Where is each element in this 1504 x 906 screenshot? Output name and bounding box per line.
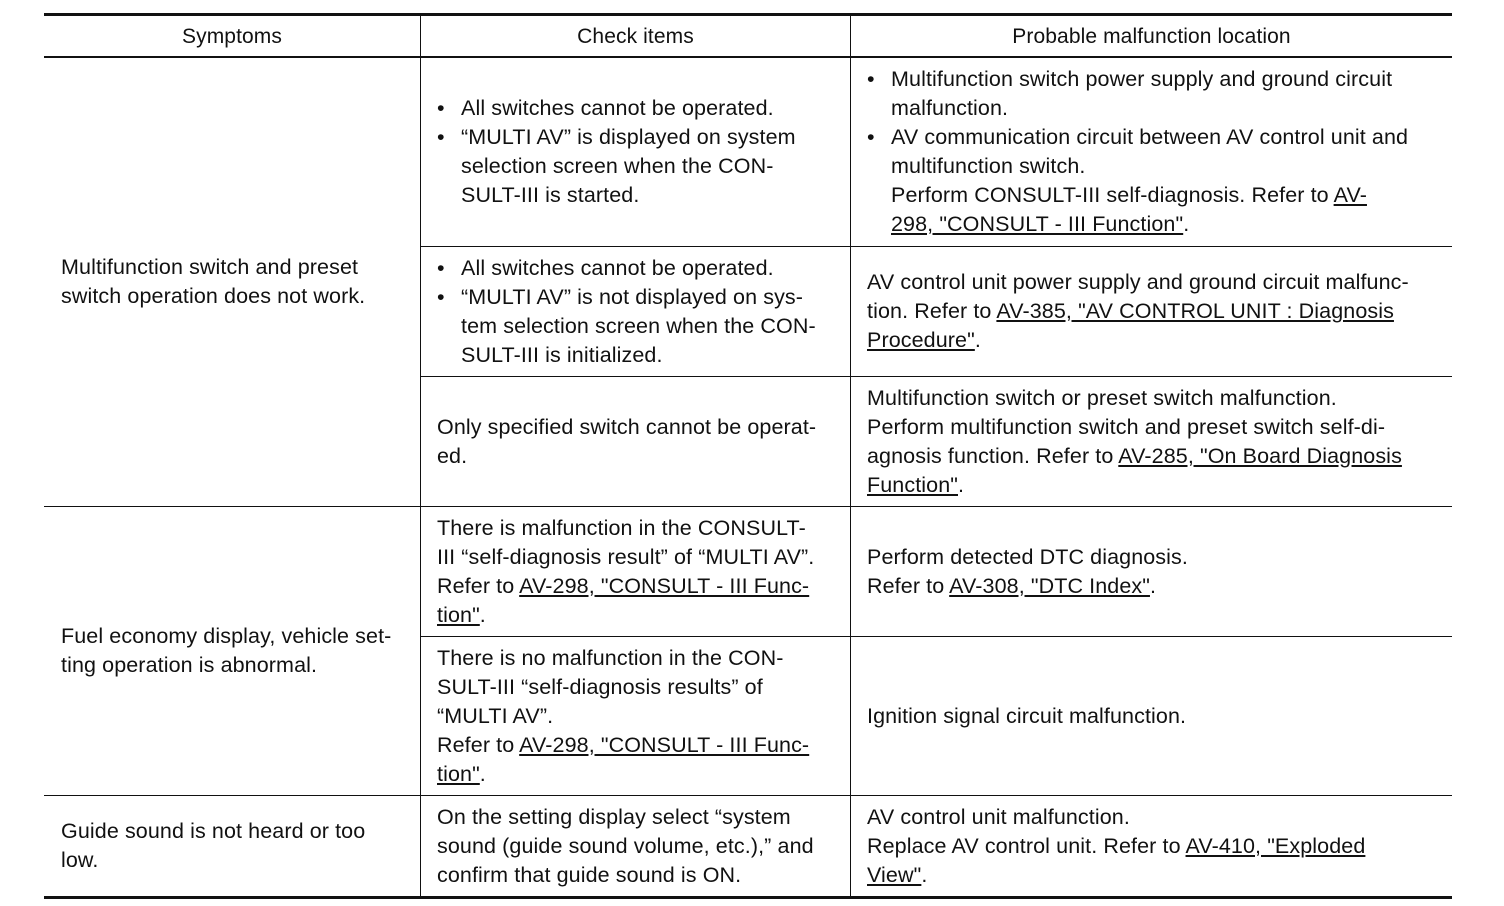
check-text-line: All switches cannot be operated. <box>461 255 774 280</box>
check-text-line: III “self-diagnosis result” of “MULTI AV”. <box>437 544 815 569</box>
reference-link-av298-cont[interactable]: 298, "CONSULT - III Function" <box>891 212 1184 236</box>
probable-text-line <box>867 297 1448 326</box>
check-text-line <box>437 572 846 601</box>
header-check-items <box>421 16 850 56</box>
bullet-mark: • <box>867 67 875 91</box>
probable-cell <box>851 58 1452 246</box>
check-bullet-item <box>437 94 846 123</box>
reference-link-av285[interactable]: AV-285, "On Board Diagnosis <box>1118 443 1402 468</box>
check-text-line: tem selection screen when the CON- <box>461 313 816 338</box>
text-segment: tion. Refer to <box>867 299 997 323</box>
text-segment: . <box>1183 212 1190 236</box>
probable-text-line: Multifunction switch or preset switch malfunction. <box>867 385 1337 410</box>
check-text-line: SULT-III “self-diagnosis results” of <box>437 674 763 699</box>
check-bullet-item <box>437 254 846 283</box>
probable-text-line <box>867 326 1448 355</box>
bullet-mark: • <box>437 284 445 309</box>
check-text-line: SULT-III is initialized. <box>461 342 663 367</box>
probable-bullet-item <box>867 123 1448 239</box>
text-segment: . <box>958 472 965 497</box>
probable-cell <box>851 637 1452 795</box>
header-probable-location <box>851 16 1452 56</box>
bullet-mark: • <box>867 125 875 149</box>
bullet-mark: • <box>437 96 445 120</box>
reference-link-av385[interactable]: AV-385, "AV CONTROL UNIT : Diagnosis <box>996 299 1394 323</box>
probable-text-line: AV communication circuit between AV control unit and <box>891 125 1409 149</box>
check-text-line: Only specified switch cannot be operat- <box>437 414 817 439</box>
probable-text-line: Ignition signal circuit malfunction. <box>867 703 1187 728</box>
text-segment: Refer to <box>867 573 950 598</box>
check-text-line: On the setting display select “system <box>437 804 791 829</box>
check-text-line: SULT-III is started. <box>461 183 640 207</box>
probable-text-line: Multifunction switch power supply and ground circuit <box>891 67 1393 91</box>
table-bottom-rule <box>44 896 1452 899</box>
probable-cell <box>851 507 1452 636</box>
reference-link-av285-cont[interactable]: Function" <box>867 472 958 497</box>
probable-text-line: Perform detected DTC diagnosis. <box>867 544 1188 569</box>
text-segment: . <box>479 761 486 786</box>
probable-text-line <box>867 572 1448 601</box>
text-segment: Replace AV control unit. Refer to <box>867 833 1186 858</box>
text-segment: . <box>974 328 981 352</box>
text-segment: . <box>479 602 486 627</box>
reference-link-av298[interactable]: AV-298, "CONSULT - III Func- <box>519 573 810 598</box>
check-bullet-item <box>437 283 846 370</box>
bullet-mark: • <box>437 125 445 149</box>
reference-link-av410-cont[interactable]: View" <box>867 862 922 887</box>
symptom-text-line: Fuel economy display, vehicle set- <box>61 624 392 648</box>
text-segment: . <box>1149 573 1157 598</box>
probable-cell <box>851 247 1452 376</box>
probable-text-line <box>867 832 1448 861</box>
check-text-line: There is no malfunction in the CON- <box>437 645 784 670</box>
reference-link-av298[interactable]: AV-298, "CONSULT - III Func- <box>519 732 810 757</box>
symptom-cell-multifunction <box>44 58 420 506</box>
probable-text-line <box>867 442 1448 471</box>
symptom-text-line: low. <box>61 848 99 872</box>
text-segment: Refer to <box>437 573 520 598</box>
probable-text-line <box>867 861 1448 890</box>
probable-bullet-item <box>867 65 1448 123</box>
probable-text-line: AV control unit power supply and ground circuit malfunc- <box>867 270 1409 294</box>
check-text-line <box>437 731 846 760</box>
text-segment: Perform CONSULT-III self-diagnosis. Refer to <box>891 183 1334 207</box>
text-segment: agnosis function. Refer to <box>867 443 1119 468</box>
check-cell <box>421 377 850 506</box>
probable-cell <box>851 377 1452 506</box>
check-text-line: confirm that guide sound is ON. <box>437 862 742 887</box>
header-check-items-label: Check items <box>577 24 694 48</box>
header-symptoms <box>44 16 420 56</box>
check-cell <box>421 58 850 246</box>
symptom-text-line: Guide sound is not heard or too <box>61 819 366 843</box>
reference-link-av410[interactable]: AV-410, "Exploded <box>1185 833 1366 858</box>
probable-text-line <box>867 471 1448 500</box>
malfunction-table <box>44 13 1452 899</box>
probable-text-line: multifunction switch. <box>891 154 1086 178</box>
probable-text-line: malfunction. <box>891 96 1009 120</box>
reference-link-av308[interactable]: AV-308, "DTC Index" <box>949 573 1150 598</box>
probable-text-line <box>891 210 1448 239</box>
check-text-line: “MULTI AV”. <box>437 703 554 728</box>
check-text-line <box>437 601 846 630</box>
check-text-line: selection screen when the CON- <box>461 154 774 178</box>
check-text-line: sound (guide sound volume, etc.),” and <box>437 833 814 858</box>
check-text-line: ed. <box>437 443 468 468</box>
check-text-line: There is malfunction in the CONSULT- <box>437 515 806 540</box>
check-cell <box>421 247 850 376</box>
probable-text-line: Perform multifunction switch and preset switch self-di- <box>867 414 1386 439</box>
bullet-mark: • <box>437 255 445 280</box>
reference-link-av298-cont[interactable]: tion" <box>437 761 480 786</box>
check-text-line: All switches cannot be operated. <box>461 96 774 120</box>
check-text-line <box>437 760 846 789</box>
symptom-text-line: switch operation does not work. <box>61 284 366 308</box>
probable-text-line: AV control unit malfunction. <box>867 804 1130 829</box>
probable-text-line <box>891 181 1448 210</box>
symptom-text-line: Multifunction switch and preset <box>61 255 359 279</box>
check-text-line: “MULTI AV” is displayed on system <box>461 125 796 149</box>
text-segment: . <box>921 862 928 887</box>
check-bullet-item <box>437 123 846 210</box>
symptom-text-line: ting operation is abnormal. <box>61 653 318 677</box>
symptom-cell-fuel-economy <box>44 507 420 795</box>
reference-link-av298-cont[interactable]: tion" <box>437 602 480 627</box>
reference-link-av298[interactable]: AV- <box>1333 183 1367 207</box>
check-cell <box>421 796 850 896</box>
check-cell <box>421 507 850 636</box>
text-segment: Refer to <box>437 732 520 757</box>
header-symptoms-label: Symptoms <box>182 24 282 48</box>
reference-link-av385-cont[interactable]: Procedure" <box>867 328 975 352</box>
probable-cell <box>851 796 1452 896</box>
check-cell <box>421 637 850 795</box>
check-text-line: “MULTI AV” is not displayed on sys- <box>461 284 804 309</box>
symptom-cell-guide-sound <box>44 796 420 896</box>
header-probable-label: Probable malfunction location <box>1012 24 1291 48</box>
